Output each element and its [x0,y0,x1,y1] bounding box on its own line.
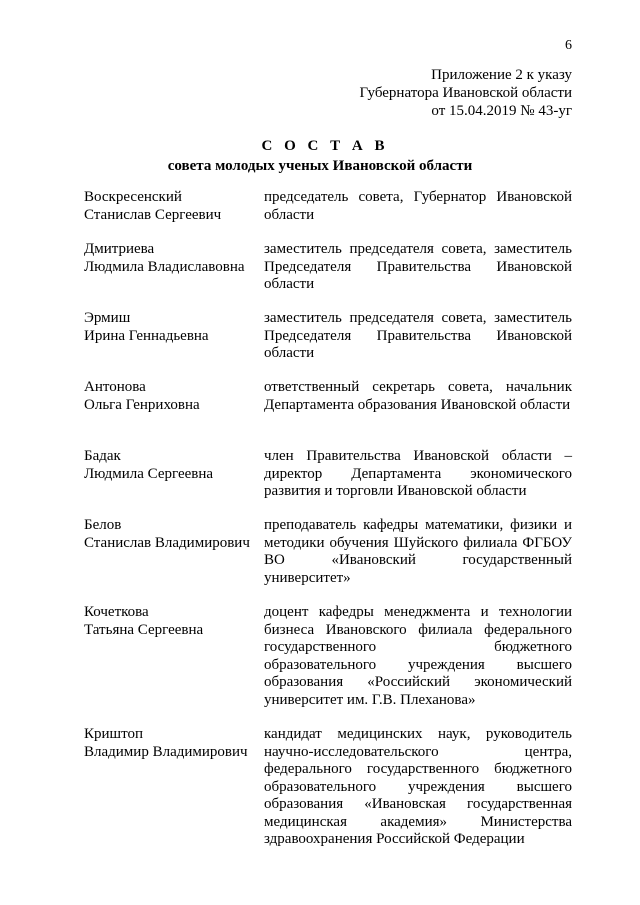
member-role: доцент кафедры менеджмента и технологии бизнеса Ивановского филиала федерального государственного бюджетного образовательного учреждения высшего образования «Российский экономический университет им. Г.В. Плеханова» [264,604,572,708]
title-heading: С О С Т А В [261,138,389,154]
appendix-line-3: от 15.04.2019 № 43-уг [431,103,572,119]
title-subtitle: совета молодых ученых Ивановской области [167,158,473,174]
member-row [84,241,572,310]
member-given-names: Станислав Сергеевич [84,206,222,223]
member-row [84,189,572,241]
member-given-names: Людмила Сергеевна [84,465,214,482]
member-role: преподаватель кафедры математики, физики и методики обучения Шуйского филиала ФГБОУ ВО «Ивановский государственный университет» [264,517,572,586]
member-row [84,604,572,726]
member-given-names: Станислав Владимирович [84,534,250,551]
member-given-names: Ирина Геннадьевна [84,327,209,344]
member-row [84,310,572,379]
member-row [84,726,572,849]
member-name [84,517,264,604]
member-name [84,189,264,241]
member-name [84,241,264,310]
member-role: член Правительства Ивановской области – директор Департамента экономического развития и торговли Ивановской области [264,448,572,499]
member-surname: Эрмиш [84,310,131,326]
page-number: 6 [565,38,572,53]
member-given-names: Людмила Владиславовна [84,258,245,275]
member-role: председатель совета, Губернатор Ивановской области [264,189,572,223]
member-surname: Дмитриева [84,241,155,257]
member-role: заместитель председателя совета, заместитель Председателя Правительства Ивановской области [264,241,572,292]
appendix-reference [359,66,572,120]
appendix-line-1: Приложение 2 к указу [431,67,572,83]
member-role: заместитель председателя совета, заместитель Председателя Правительства Ивановской области [264,310,572,361]
member-row [84,517,572,604]
member-name [84,604,264,726]
member-surname: Бадак [84,448,121,464]
appendix-line-2: Губернатора Ивановской области [359,85,572,101]
document-title [0,137,640,175]
member-surname: Криштоп [84,726,143,742]
member-surname: Воскресенский [84,189,182,205]
member-given-names: Татьяна Сергеевна [84,621,204,638]
member-role: кандидат медицинских наук, руководитель научно-исследовательского центра, федерального государственного бюджетного образовательного учреждения высшего образования «Ивановская государственная медицинская академия» Министерства здравоохранения Российской Федерации [264,726,572,847]
member-row [84,379,572,448]
member-name [84,726,264,849]
member-surname: Белов [84,517,122,533]
member-row [84,448,572,517]
member-list [84,189,572,849]
member-name [84,379,264,448]
member-role: ответственный секретарь совета, начальник Департамента образования Ивановской области [264,379,572,413]
member-name [84,448,264,517]
member-given-names: Ольга Генриховна [84,396,200,413]
member-given-names: Владимир Владимирович [84,743,248,760]
member-surname: Антонова [84,379,146,395]
member-surname: Кочеткова [84,604,149,620]
member-name [84,310,264,379]
